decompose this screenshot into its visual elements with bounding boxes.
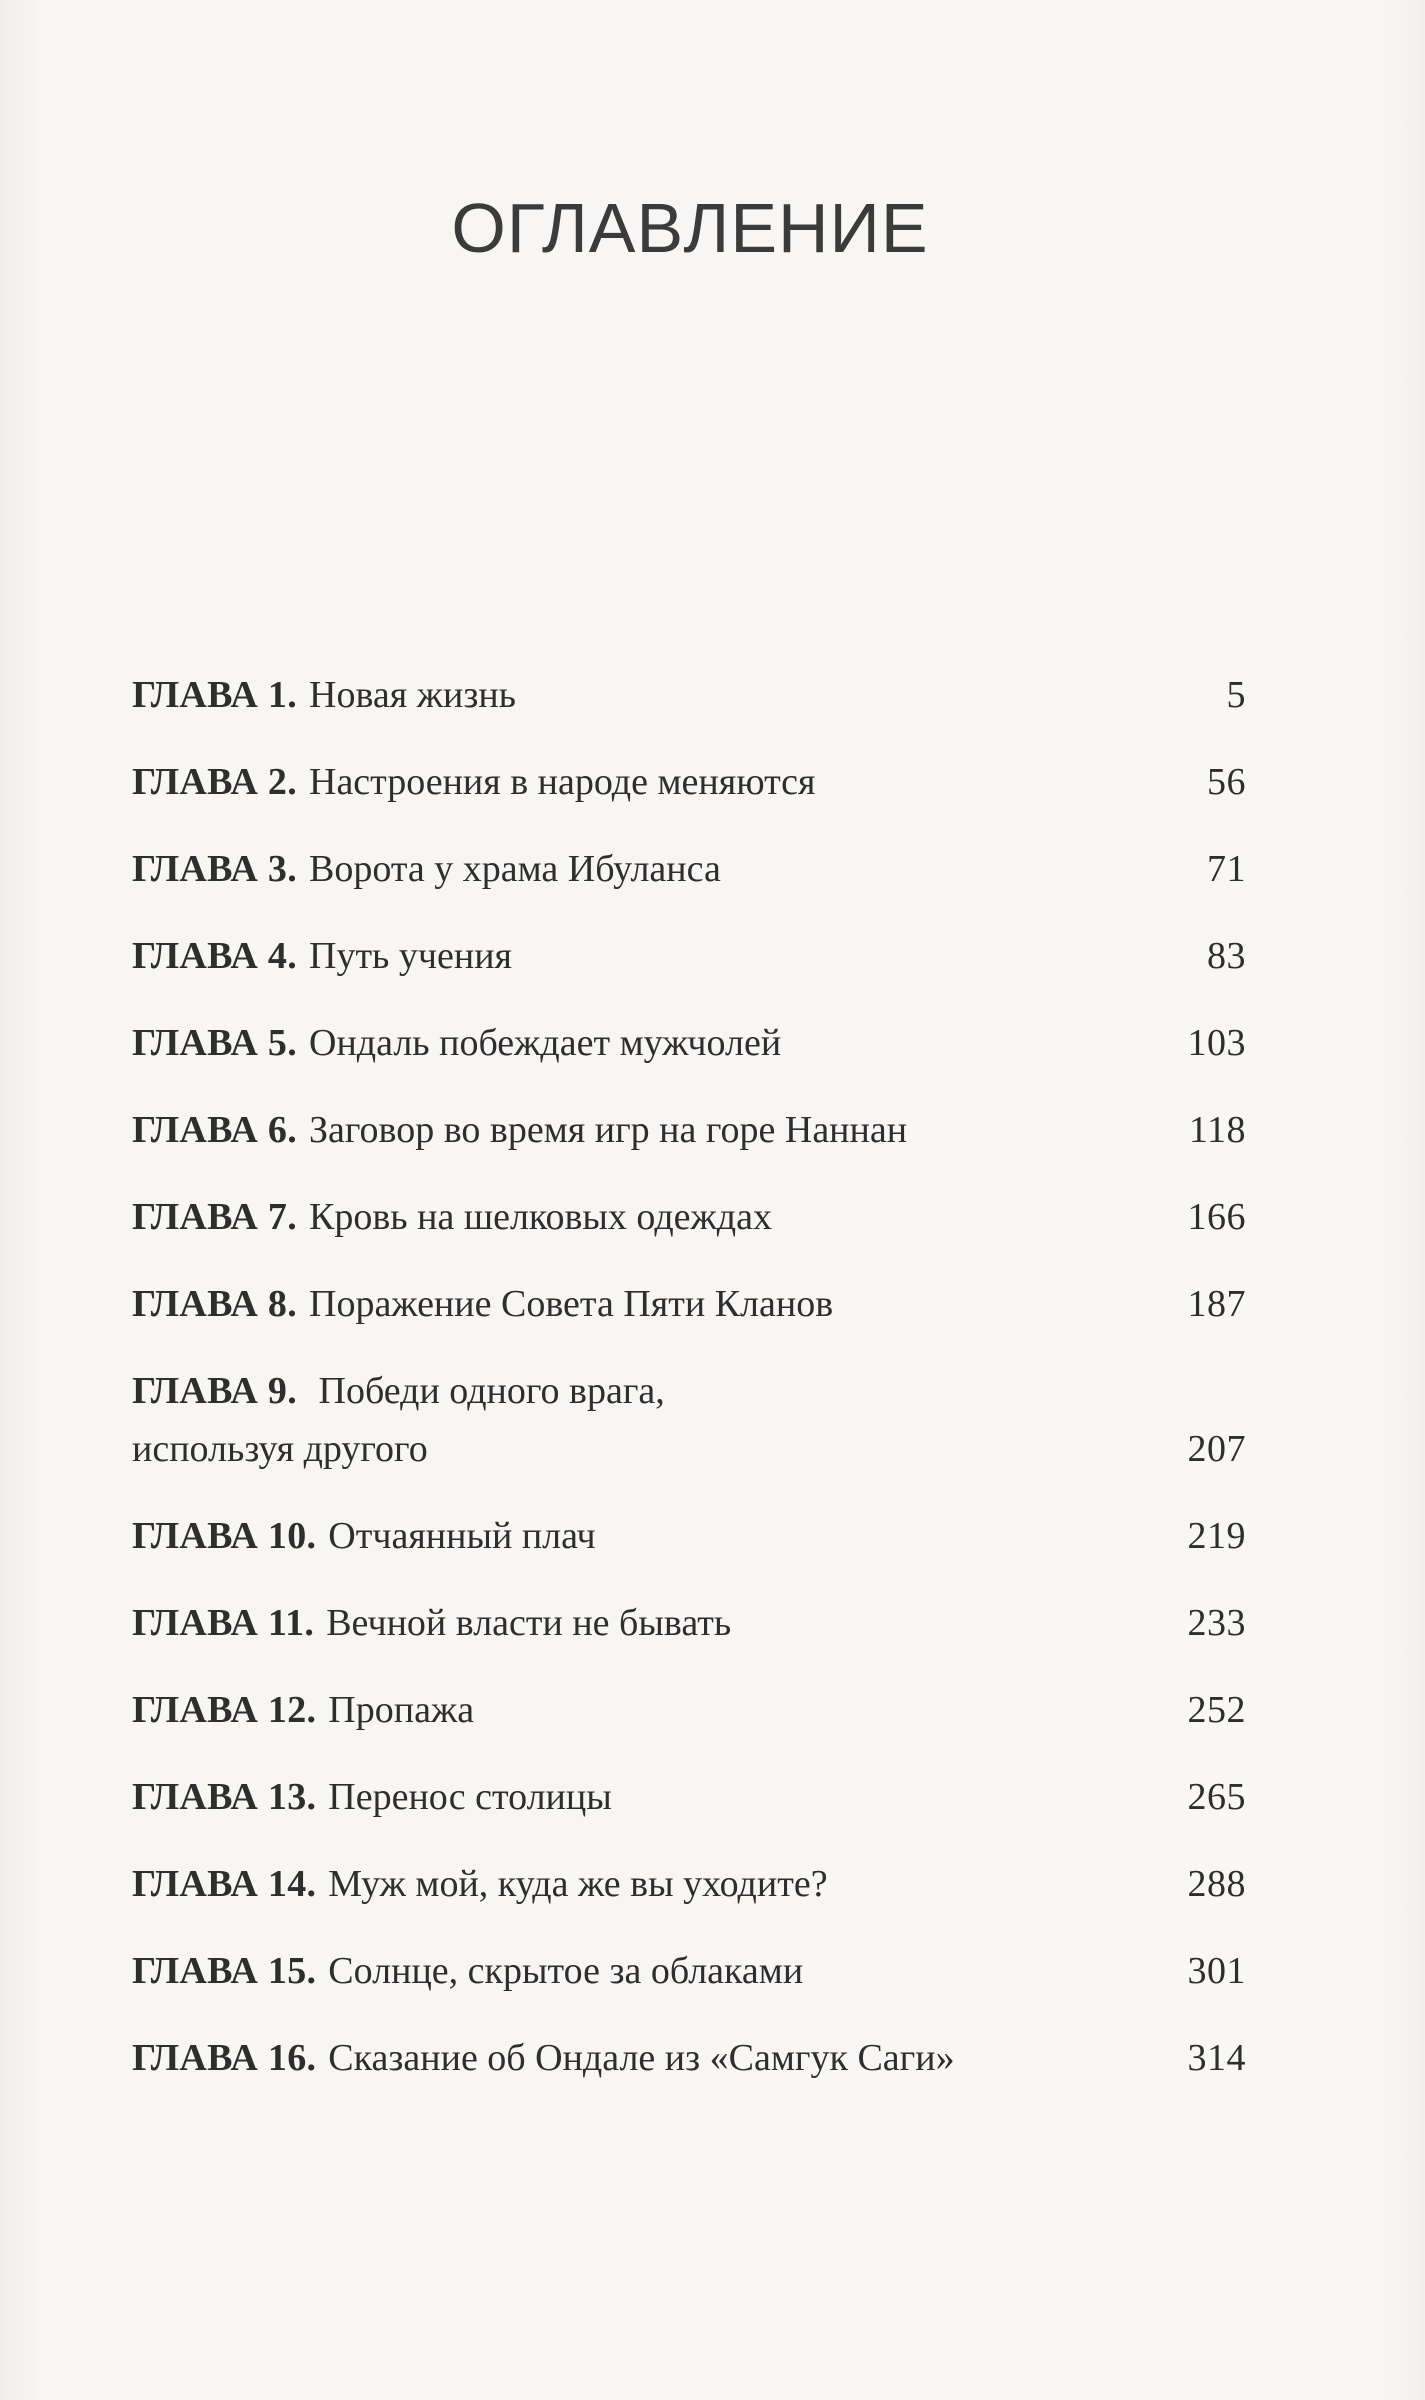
page-title: ОГЛАВЛЕНИЕ: [451, 189, 929, 267]
chapter-title: Муж мой, куда же вы уходите?: [328, 1863, 828, 1905]
dot-leader: [624, 1507, 1170, 1565]
dot-leader: [800, 1188, 1170, 1246]
chapter-label: ГЛАВА 5.: [132, 1022, 297, 1064]
chapter-label: ГЛАВА 14.: [132, 1863, 317, 1905]
toc-entry-11: [132, 1565, 1246, 1652]
dot-leader: [544, 666, 1188, 724]
chapter-label: ГЛАВА 1.: [132, 674, 297, 716]
toc-entry-15: [132, 1913, 1246, 2000]
dot-leader: [935, 1101, 1171, 1159]
dot-leader: [809, 1014, 1169, 1072]
chapter-title: Ворота у храма Ибуланса: [309, 848, 721, 890]
chapter-title: Сказание об Ондале из «Самгук Саги»: [328, 2037, 955, 2079]
page-number: 103: [1187, 1022, 1246, 1064]
chapter-label: ГЛАВА 15.: [132, 1950, 317, 1992]
toc-entry-14: [132, 1826, 1246, 1913]
toc-entry-12: [132, 1652, 1246, 1739]
toc-entry-7: [132, 1159, 1246, 1246]
page-number: 301: [1187, 1950, 1246, 1992]
chapter-label: ГЛАВА 16.: [132, 2037, 317, 2079]
chapter-title: Пропажа: [328, 1689, 475, 1731]
chapter-title: Вечной власти не бывать: [326, 1602, 732, 1644]
chapter-title: Поражение Совета Пяти Кланов: [309, 1283, 834, 1325]
chapter-title: Путь учения: [309, 935, 513, 977]
dot-leader: [749, 840, 1188, 898]
chapter-label: ГЛАВА 6.: [132, 1109, 297, 1151]
page-number: 252: [1187, 1689, 1246, 1731]
chapter-label: ГЛАВА 4.: [132, 935, 297, 977]
dot-leader: [502, 1681, 1169, 1739]
page-number: 166: [1187, 1196, 1246, 1238]
page-number: 219: [1187, 1515, 1246, 1557]
page-number: 265: [1187, 1776, 1246, 1818]
page-number: 187: [1187, 1283, 1246, 1325]
chapter-label: ГЛАВА 8.: [132, 1283, 297, 1325]
chapter-label: ГЛАВА 7.: [132, 1196, 297, 1238]
dot-leader: [540, 927, 1188, 985]
chapter-title: Победи одного врага,: [318, 1370, 665, 1412]
page-number: 314: [1187, 2037, 1246, 2079]
toc-entry-6: [132, 1072, 1246, 1159]
chapter-label: ГЛАВА 9.: [132, 1370, 297, 1412]
page-number: 71: [1207, 848, 1246, 890]
dot-leader: [844, 753, 1188, 811]
toc-entry-16: [132, 2000, 1246, 2087]
chapter-title: Новая жизнь: [309, 674, 516, 716]
toc-entry-13: [132, 1739, 1246, 1826]
dot-leader: [983, 2029, 1170, 2087]
dot-leader: [759, 1594, 1169, 1652]
toc-entry-4: [132, 898, 1246, 985]
toc-entry-5: [132, 985, 1246, 1072]
page-number: 5: [1226, 674, 1246, 716]
chapter-title: Кровь на шелковых одеждах: [309, 1196, 772, 1238]
chapter-title-continuation: используя другого: [132, 1428, 428, 1470]
dot-leader: [640, 1768, 1170, 1826]
dot-leader: [856, 1855, 1170, 1913]
chapter-title: Ондаль побеждает мужчолей: [309, 1022, 782, 1064]
page-number: 233: [1187, 1602, 1246, 1644]
toc-entry-9: [132, 1333, 1246, 1478]
chapter-label: ГЛАВА 3.: [132, 848, 297, 890]
chapter-title: Заговор во время игр на горе Наннан: [309, 1109, 908, 1151]
chapter-label: ГЛАВА 2.: [132, 761, 297, 803]
chapter-title: Отчаянный плач: [328, 1515, 596, 1557]
toc-entry-1: [132, 637, 1246, 724]
chapter-title: Перенос столицы: [328, 1776, 612, 1818]
dot-leader: [831, 1942, 1169, 2000]
chapter-title: Солнце, скрытое за облаками: [328, 1950, 804, 1992]
chapter-label: ГЛАВА 13.: [132, 1776, 317, 1818]
toc-entry-2: [132, 724, 1246, 811]
toc-entry-8: [132, 1246, 1246, 1333]
page-number: 118: [1188, 1109, 1246, 1151]
dot-leader: [861, 1275, 1169, 1333]
table-of-contents: [132, 637, 1246, 2087]
page-number: 288: [1187, 1863, 1246, 1905]
page-number: 83: [1207, 935, 1246, 977]
page-number: 207: [1187, 1428, 1246, 1470]
toc-entry-10: [132, 1478, 1246, 1565]
chapter-label: ГЛАВА 12.: [132, 1689, 317, 1731]
toc-entry-3: [132, 811, 1246, 898]
page-number: 56: [1207, 761, 1246, 803]
chapter-label: ГЛАВА 11.: [132, 1602, 315, 1644]
chapter-title: Настроения в народе меняются: [309, 761, 816, 803]
dot-leader: [693, 1420, 1170, 1478]
chapter-label: ГЛАВА 10.: [132, 1515, 317, 1557]
